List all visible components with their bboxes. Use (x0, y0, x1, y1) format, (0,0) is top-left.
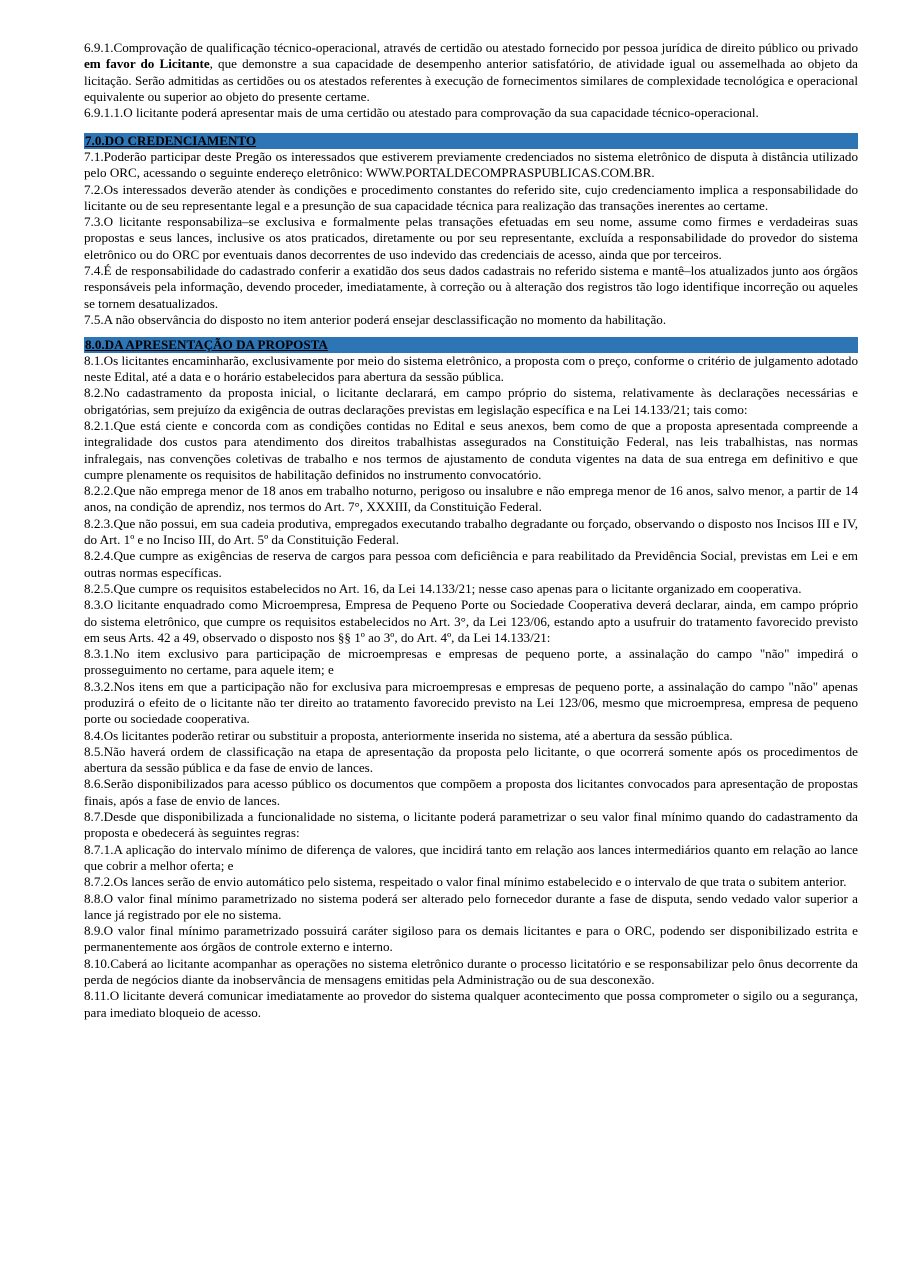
paragraph-8-2-5: 8.2.5.Que cumpre os requisitos estabelecidos no Art. 16, da Lei 14.133/21; nesse caso apenas para o licitante organizado em cooperativa. (84, 580, 802, 596)
paragraph-8-9: 8.9.O valor final mínimo parametrizado possuirá caráter sigiloso para os demais licitantes e para o ORC, podendo ser disponibilizado estrita e permanentemente aos órgãos de controle externo e interno. (84, 923, 858, 955)
paragraph-8-11: 8.11.O licitante deverá comunicar imediatamente ao provedor do sistema qualquer acontecimento que possa comprometer o sigilo ou a segurança, para imediato bloqueio de acesso. (84, 988, 858, 1020)
paragraph-8-6: 8.6.Serão disponibilizados para acesso público os documentos que compõem a proposta dos licitantes convocados para apresentação de propostas finais, após a fase de envio de lances. (84, 776, 858, 808)
paragraph-8-5: 8.5.Não haverá ordem de classificação na etapa de apresentação da proposta pelo licitante, o que ocorrerá somente após os procedimentos de abertura da sessão pública e da fase de envio de lances. (84, 743, 858, 776)
paragraph-8-2-1: 8.2.1.Que está ciente e concorda com as condições contidas no Edital e seus anexos, bem como de que a proposta apresentada compreende a integralidade dos custos para atendimento dos direitos trabalhistas assegurados na Constituição Federal, nas leis trabalhistas, nas normas infralegais, nas convenções coletivas de trabalho e nos termos de ajustamento de conduta vigentes na data de sua entrega em definitivo e que cumpre plenamente os requisitos de habilitação definidos no instrumento convocatório. (84, 417, 858, 482)
paragraph-8-2-3: 8.2.3.Que não possui, em sua cadeia produtiva, empregados executando trabalho degradante ou forçado, observando o disposto nos Incisos III e IV, do Art. 1º e no Inciso III, do Art. 5º da Constituição Federal. (84, 515, 858, 548)
paragraph-8-7-2: 8.7.2.Os lances serão de envio automático pelo sistema, respeitado o valor final mínimo estabelecido e o intervalo de que trata o subitem anterior. (84, 874, 847, 890)
section-heading-7: 7.0.DO CREDENCIAMENTO (84, 133, 858, 149)
paragraph-7-3: 7.3.O licitante responsabiliza–se exclusiva e formalmente pelas transações efetuadas em seu nome, assume como firmes e verdadeiras suas propostas e seus lances, inclusive os atos praticados, diretamente ou por seu representante, excluída a responsabilidade do provedor do sistema eletrônico ou do ORC por eventuais danos decorrentes de uso indevido das credenciais de acesso, ainda que por terceiros. (84, 214, 858, 262)
paragraph-8-3-1: 8.3.1.No item exclusivo para participação de microempresas e empresas de pequeno porte, a assinalação do campo "não" impedirá o prosseguimento no certame, para aquele item; e (84, 646, 858, 678)
paragraph-8-3-2: 8.3.2.Nos itens em que a participação não for exclusiva para microempresas e empresas de pequeno porte, a assinalação do campo "não" apenas produzirá o efeito de o licitante não ter direito ao tratamento favorecido previsto na Lei 123/06, mesmo que microempresa, empresa de pequeno porte ou sociedade cooperativa. (84, 678, 858, 727)
paragraph-8-2-2: 8.2.2.Que não emprega menor de 18 anos em trabalho noturno, perigoso ou insalubre e não emprega menor de 16 anos, salvo menor, a partir de 14 anos, na condição de aprendiz, nos termos do Art. 7°, XXXIII, da Constituição Federal. (84, 483, 858, 515)
paragraph-8-7-1: 8.7.1.A aplicação do intervalo mínimo de diferença de valores, que incidirá tanto em relação aos lances intermediários quanto em relação ao lance que cobrir a melhor oferta; e (84, 841, 858, 873)
paragraph-8-2: 8.2.No cadastramento da proposta inicial, o licitante declarará, em campo próprio do sistema, relativamente às declarações necessárias e obrigatórias, sem prejuízo da exigência de outras declarações previstas em legislação específica e na Lei 14.133/21; tais como: (84, 385, 858, 417)
paragraph-8-3: 8.3.O licitante enquadrado como Microempresa, Empresa de Pequeno Porte ou Sociedade Cooperativa deverá declarar, ainda, em campo próprio do sistema eletrônico, que cumpre os requisitos estabelecidos no Art. 3°, da Lei 123/06, estando apto a usufruir do tratamento favorecido previsto em seus Arts. 42 a 49, observado o disposto nos §§ 1º ao 3º, do Art. 4º, da Lei 14.133/21: (84, 597, 858, 645)
section-heading-8: 8.0.DA APRESENTAÇÃO DA PROPOSTA (84, 337, 858, 353)
paragraph-8-10: 8.10.Caberá ao licitante acompanhar as operações no sistema eletrônico durante o processo licitatório e se responsabilizar pelo ônus decorrente da perda de negócios diante da inobservância de mensagens emitidas pela Administração ou de sua desconexão. (84, 955, 858, 988)
paragraph-7-1: 7.1.Poderão participar deste Pregão os interessados que estiverem previamente credenciados no sistema eletrônico de disputa à distância utilizado pelo ORC, acessando o seguinte endereço eletrônico: WWW.PORTALDECOMPRASPUBLICAS.COM.BR. (84, 148, 858, 181)
paragraph-8-7: 8.7.Desde que disponibilizada a funcionalidade no sistema, o licitante poderá parametrizar o seu valor final mínimo quando do cadastramento da proposta e obedecerá às seguintes regras: (84, 809, 858, 841)
paragraph-6-9-1-1: 6.9.1.1.O licitante poderá apresentar mais de uma certidão ou atestado para comprovação da sua capacidade técnico-operacional. (84, 105, 759, 121)
paragraph-7-2: 7.2.Os interessados deverão atender às condições e procedimento constantes do referido site, cujo credenciamento implica a responsabilidade do licitante ou de seu representante legal e a presunção de sua capacidade técnica para realização das transações inerentes ao certame. (84, 181, 858, 213)
paragraph-8-8: 8.8.O valor final mínimo parametrizado no sistema poderá ser alterado pelo fornecedor durante a fase de disputa, sendo vedado valor superior a lance já registrado por ele no sistema. (84, 890, 858, 922)
paragraph-8-4: 8.4.Os licitantes poderão retirar ou substituir a proposta, anteriormente inserida no sistema, até a abertura da sessão pública. (84, 727, 733, 743)
paragraph-7-4: 7.4.É de responsabilidade do cadastrado conferir a exatidão dos seus dados cadastrais no referido sistema e mantê–los atualizados junto aos órgãos responsáveis pela informação, devendo proceder, imediatamente, à correção ou à alteração dos registros tão logo identifique incorreção ou aqueles se tornem desatualizados. (84, 263, 858, 311)
bold-licitante: em favor do Licitante (84, 56, 210, 72)
paragraph-8-1: 8.1.Os licitantes encaminharão, exclusivamente por meio do sistema eletrônico, a proposta com o preço, conforme o critério de julgamento adotado neste Edital, até a data e o horário estabelecidos para abertura da sessão pública. (84, 352, 858, 385)
paragraph-7-5: 7.5.A não observância do disposto no item anterior poderá ensejar desclassificação no momento da habilitação. (84, 311, 667, 327)
paragraph-8-2-4: 8.2.4.Que cumpre as exigências de reserva de cargos para pessoa com deficiência e para reabilitado da Previdência Social, previstas em Lei e em outras normas específicas. (84, 548, 858, 580)
paragraph-6-9-1: 6.9.1.Comprovação de qualificação técnico-operacional, através de certidão ou atestado fornecido por pessoa jurídica de direito público ou privado em favor do Licitante, que demonstre a sua capacidade de desempenho anterior satisfatório, de atividade igual ou assemelhada ao objeto da licitação. Serão admitidas as certidões ou os atestados referentes à execução de fornecimentos similares de complexidade tecnológica e operacional equivalente ou superior ao objeto do presente certame. (84, 40, 858, 104)
document-page (84, 40, 858, 1021)
